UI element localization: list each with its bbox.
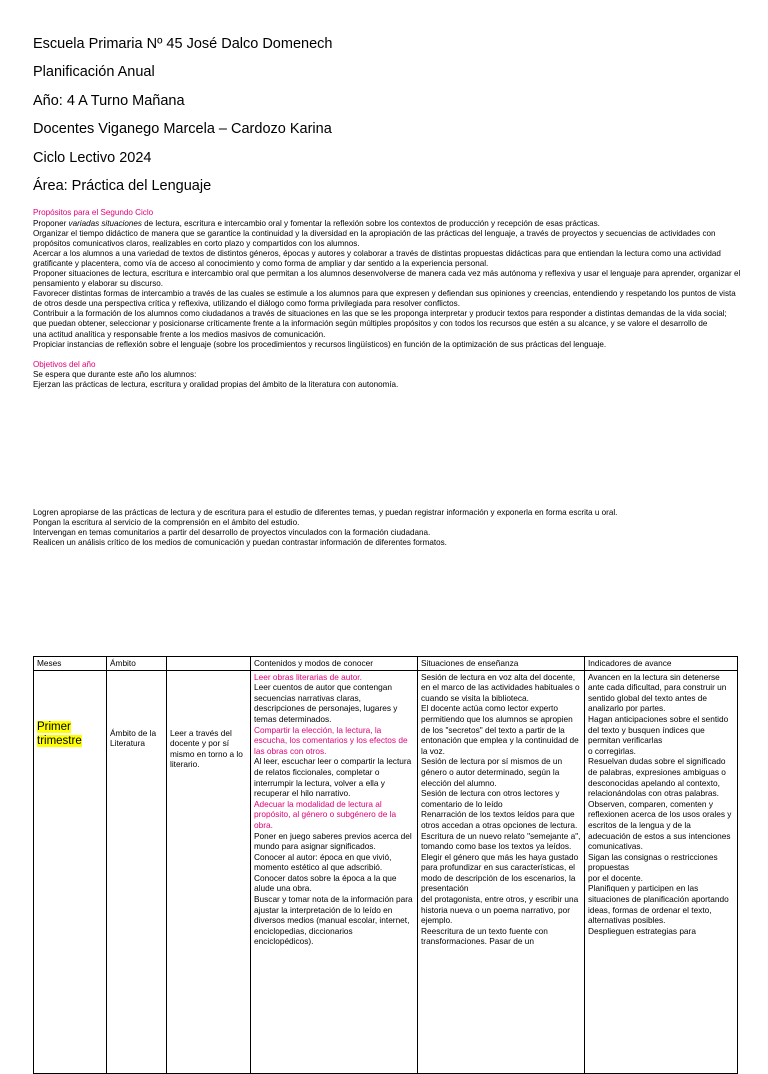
indicator-item: Observen, comparen, comenten y reflexionen acerca de los usos orales y escritos de la lengua y de la adecuación de estos a sus intenciones comunicativas. [588,798,732,852]
purpose-item: Acercar a los alumnos a una variedad de textos de distintos géneros, épocas y autores y colaborar a través de distintas propuestas didácticas para que entiendan la lectura como una actividad gratificante y placentera, como vía de acceso al conocimiento y como forma de ampliar y dar sentido a la experiencia personal. [33,248,721,268]
ambito-cell [107,670,167,1073]
objective-item: Ejerzan las prácticas de lectura, escritura y oralidad propias del ámbito de la literatura con autonomía. [33,379,399,389]
content-item: Poner en juego saberes previos acerca del mundo para asignar significados. [254,830,412,852]
purpose-item: Propiciar instancias de reflexión sobre el lenguaje (sobre los procedimientos y recursos lingüísticos) en función de la optimización de sus prácticas del lenguaje. [33,339,607,349]
indicator-item: Avancen en la lectura sin detenerse ante cada dificultad, para construir un sentido global del texto antes de analizarlo por partes. [588,671,727,714]
content-item: Leer obras literarias de autor. [254,671,362,682]
indicator-item: Desplieguen estrategias para [588,925,696,936]
situation-item: Sesión de lectura en voz alta del docente, en el marco de las actividades habituales o cuando se visita la biblioteca. [421,671,580,703]
situation-item: Renarración de los textos leídos para que otros accedan a otras opciones de lectura. [421,809,578,830]
situation-item: El docente actúa como lector experto permitiendo que los alumnos se apropien de los "secretos" del texto a partir de la entonación que emplea y la continuidad de la voz. [421,703,579,756]
month-cell [34,670,107,1073]
indicator-item: Hagan anticipaciones sobre el sentido del texto y busquen índices que permitan verificarlas [588,713,729,746]
objective-list [33,370,743,390]
purpose-item: que puedan obtener, seleccionar y posicionarse críticamente frente a la información según múltiples propósitos y con todos los recursos que estén a su alcance, y se valore el desarrollo de [33,319,708,329]
area-line: Área: Práctica del Lenguaje [33,178,212,195]
header-ambito: Ámbito [107,657,167,671]
header-situations: Situaciones de enseñanza [418,657,585,671]
purpose-item: Organizar el tiempo didáctico de manera que se garantice la continuidad y la diversidad en la apropiación de las prácticas del lenguaje, a través de proyectos y secuencias de actividades con [33,228,716,238]
indicators-cell [585,670,738,1073]
cycle-line: Ciclo Lectivo 2024 [33,149,152,166]
header-indicators: Indicadores de avance [585,657,738,671]
situation-item: del protagonista, entre otros, y escribir una historia nueva o un poema narrativo, por ejemplo. [421,894,579,926]
purpose-item: propósitos comunicativos claros, realizables en corto plazo y compartidos con los alumnos. [33,238,360,248]
objective-list-2 [33,508,743,548]
purposes-section [33,208,743,349]
objectives-title: Objetivos del año [33,359,96,369]
content-item: Al leer, escuchar leer o compartir la lectura de relatos ficcionales, completar o interrumpir la lectura, volver a ella y recuperar el hilo narrativo. [254,756,412,799]
situation-item: Escritura de un nuevo relato "semejante a", tomando como base los textos ya leídos. Elegir el género que más les haya gustado para profundizar en sus características, el modo de descripción de los escenarios, la presentación [421,830,581,894]
purpose-item: Proponer situaciones de lectura, escritura e intercambio oral que permitan a los alumnos desenvolverse de manera cada vez más autónoma y reflexiva y usar el lenguaje para aprender, organizar el pensamiento y elaborar su discurso. [33,269,741,289]
objective-item: Logren apropiarse de las prácticas de lectura y de escritura para el estudio de diferentes temas, y puedan registrar información y exponerla en forma escrita u oral. [33,508,618,518]
purpose-item: Proponer variadas situaciones de lectura, escritura e intercambio oral y fomentar la reflexión sobre los contextos de producción y recepción de esas prácticas. [33,218,600,228]
school-name: Escuela Primaria Nº 45 José Dalco Domenech [33,36,333,52]
header-contents: Contenidos y modos de conocer [251,657,418,671]
objectives-continued [33,508,743,548]
content-item: Compartir la elección, la lectura, la escucha, los comentarios y los efectos de las obras con otros. [254,724,408,756]
practice-cell [167,670,251,1073]
indicator-item: por el docente. [588,872,643,883]
objective-item: Realicen un análisis crítico de los medios de comunicación y puedan contrastar información de diferentes formatos. [33,538,447,548]
objective-item: Pongan la escritura al servicio de la comprensión en el ámbito del estudio. [33,518,300,528]
plan-title: Planificación Anual [33,64,155,81]
header-blank [167,657,251,671]
indicator-item: Resuelvan dudas sobre el significado de palabras, expresiones ambiguas o desconocidas apelando al contexto, relacionándolas con otras palabras. [588,756,726,799]
situation-item: Sesión de lectura con otros lectores y comentario de lo leído [421,788,560,809]
content-item: Conocer al autor: época en que vivió, momento estético al que adscribió. [254,851,392,873]
situations-cell [418,670,585,1073]
indicator-item: o corregirlas. [588,745,636,756]
purpose-list [33,229,743,350]
ambito-label: Ámbito de la Literatura [110,727,157,749]
objective-item: Se espera que durante este año los alumnos: [33,369,197,379]
objective-item: Intervengan en temas comunitarios a partir del desarrollo de proyectos vinculados con la formación ciudadana. [33,528,431,538]
content-item: Buscar y tomar nota de la información para ajustar la interpretación de lo leído en diversos medios (manual escolar, internet, enciclopedias, diccionarios enciclopédicos). [254,894,413,947]
content-item: Leer cuentos de autor que contengan secuencias narrativas claras, descripciones de personajes, lugares y temas determinados. [254,682,398,724]
indicator-item: Sigan las consignas o restricciones propuestas [588,851,718,873]
situation-item: Reescritura de un texto fuente con transformaciones. Pasar de un [421,925,548,947]
table-row [34,670,738,1073]
objectives-section [33,360,743,390]
purpose-item: Contribuir a la formación de los alumnos como ciudadanos a través de situaciones en las que se les proponga interpretar y producir textos para responder a distintas demandas de la vida social; [33,309,727,319]
header-months: Meses [34,657,107,671]
purpose-item: Favorecer distintas formas de intercambio a través de las cuales se estimule a los alumnos para que expresen y defiendan sus opiniones y creencias, entendiendo y respetando los puntos de vista de otros desde una perspectiva crítica y reflexiva, utilizando el diálogo como forma privilegiada para resolver conflictos. [33,289,736,309]
content-item: Adecuar la modalidad de lectura al propósito, al género o subgénero de la obra. [254,798,397,830]
month-label: Primer trimestre [37,720,82,747]
situation-item: Sesión de lectura por sí mismos de un género o autor determinado, según la elección del alumno. [421,756,563,788]
table-header-row [34,657,738,671]
teachers-line: Docentes Viganego Marcela – Cardozo Karina [33,121,332,138]
contents-cell [251,670,418,1073]
content-item: Conocer datos sobre la época a la que alude una obra. [254,872,397,894]
purpose-item: una actitud analítica y responsable frente a los medios masivos de comunicación. [33,329,326,339]
indicator-item: Planifiquen y participen en las situaciones de planificación aportando ideas, formas de ordenar el texto, alternativas posibles. [588,883,729,926]
planning-table [33,656,738,1074]
practice-label: Leer a través del docente y por sí mismo en torno a lo literario. [170,727,243,770]
purposes-title: Propósitos para el Segundo Ciclo [33,208,154,218]
year-line: Año: 4 A Turno Mañana [33,92,185,109]
document-page [33,30,743,548]
